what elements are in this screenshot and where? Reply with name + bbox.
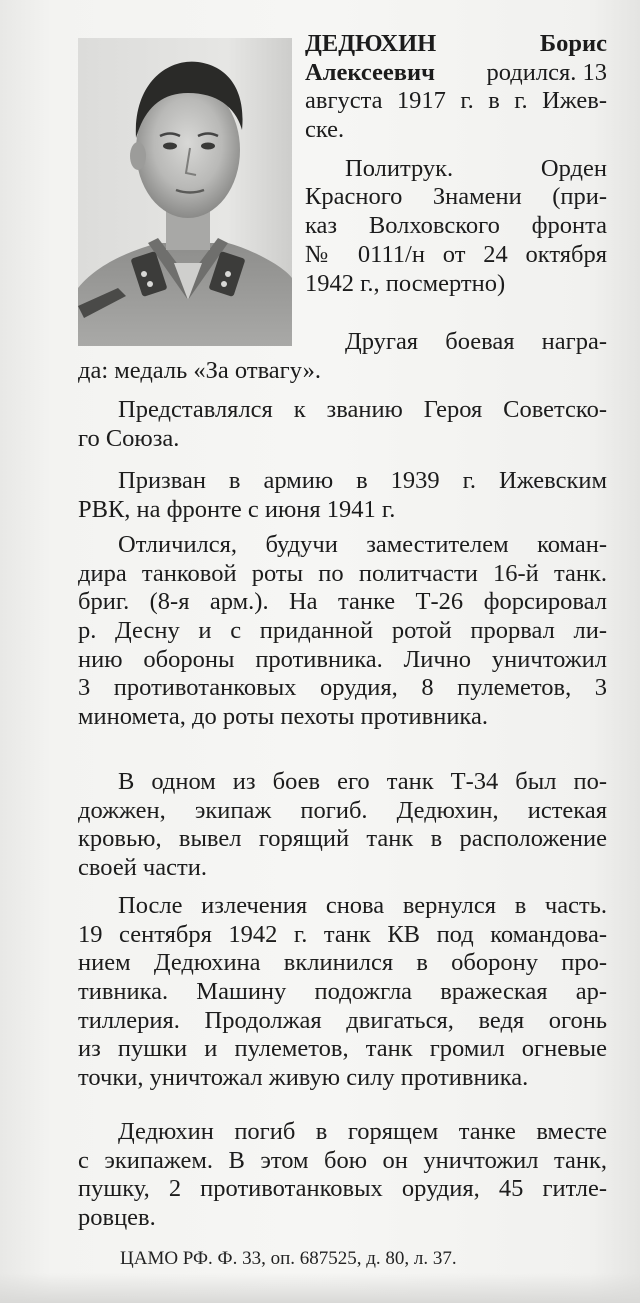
other-award-line-2: да: медаль «За отвагу». <box>78 357 321 384</box>
drafted-paragraph: Призван в армию в 1939 г. Ижевским РВК, на фронте с июня 1941 г. <box>78 467 607 523</box>
order-word: Орден <box>540 154 607 182</box>
birth-text-2: августа 1917 г. в г. Ижев- <box>305 87 607 115</box>
man-in-uniform-photo-icon <box>78 38 292 346</box>
death-paragraph: Дедюхин погиб в горящем танке вместе с экипажем. В этом бою он уничтожил танк, пушку, 2 противотанковых орудия, 45 гитле- ровцев. <box>78 1118 607 1232</box>
page-bottom-edge <box>0 1273 640 1303</box>
birth-line-1 <box>305 59 607 88</box>
portrait-photo <box>78 38 292 346</box>
first-name: Борис <box>539 30 607 57</box>
rank-line-2: Красного Знамени (при- <box>305 183 607 211</box>
rank-line-1 <box>305 155 607 184</box>
rank-line-3: каз Волховского фронта <box>305 212 607 240</box>
birth-text-1: родился. 13 <box>486 58 607 86</box>
patronymic: Алексеевич <box>305 58 435 86</box>
archive-source: ЦАМО РФ. Ф. 33, оп. 687525, д. 80, л. 37. <box>120 1248 457 1269</box>
rank-title: Политрук. <box>345 154 454 182</box>
hero-nomination: Представлялся к званию Героя Советско- го Союза. <box>78 396 607 452</box>
name-line <box>305 30 607 59</box>
distinguished-paragraph: Отличился, будучи заместителем коман- дира танковой роты по политчасти 16-й танк. бриг. (8-я арм.). На танке Т-26 форсировал р. Десну и с приданной ротой прорвал ли- нию обороны противника. Лично уничтожил 3 противотанковых орудия, 8 пулеметов, 3 миномета, до роты пехоты противника. <box>78 531 607 731</box>
battle-paragraph: В одном из боев его танк Т-34 был по- дожжен, экипаж погиб. Дедюхин, истекая кровью, вывел горящий танк в расположение своей части. <box>78 768 607 882</box>
rank-line-4: № 0111/н от 24 октября <box>305 240 607 268</box>
intro-column <box>305 30 607 298</box>
surname: ДЕДЮХИН <box>305 30 437 57</box>
birth-text-3: ске. <box>305 116 345 144</box>
other-award-line-1: Другая боевая награ- <box>345 328 607 355</box>
rank-line-5: 1942 г., посмертно) <box>305 269 506 297</box>
return-paragraph: После излечения снова вернулся в часть. 19 сентября 1942 г. танк КВ под командова- нием Дедюхина вклинился в оборону про- тивника. Машину подожгла вражеская ар- тиллерия. Продолжая двигаться, ведя огонь из пушки и пулеметов, танк громил огневые точки, уничтожал живую силу противника. <box>78 892 607 1092</box>
